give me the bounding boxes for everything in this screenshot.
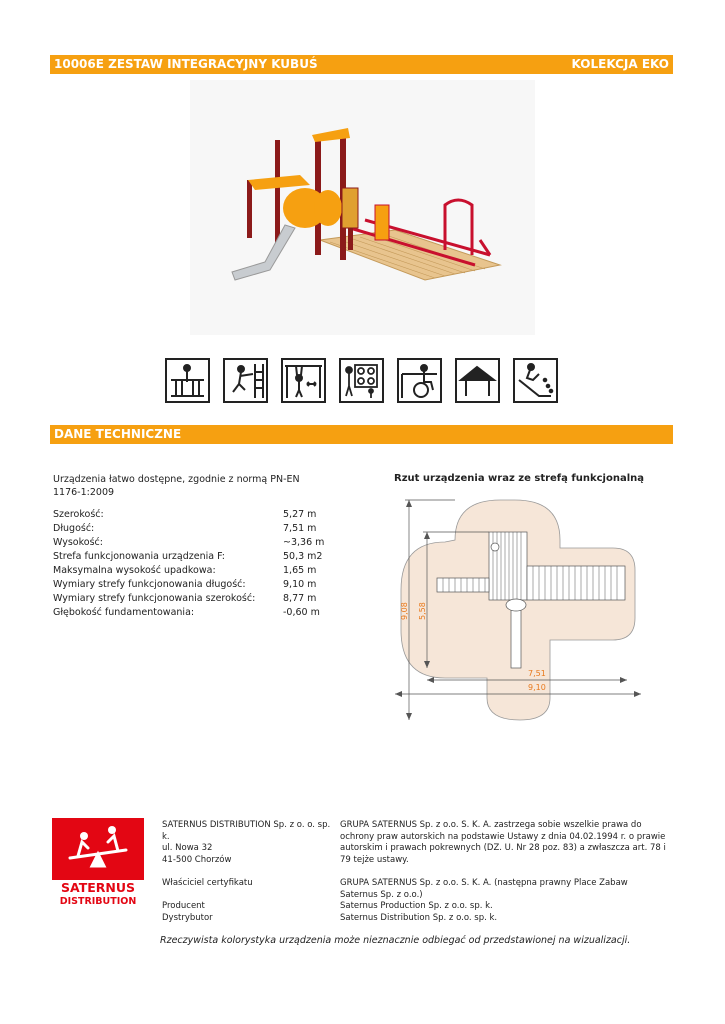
- spec-label: Strefa funkcjonowania urządzenia F:: [53, 551, 225, 562]
- spec-label: Wysokość:: [53, 537, 103, 548]
- spec-row: [53, 550, 353, 564]
- tech-data-title: DANE TECHNICZNE: [54, 427, 182, 441]
- roof-icon: [455, 358, 500, 403]
- color-disclaimer: Rzeczywista kolorystyka urządzenia może nieznacznie odbiegać od przedstawionej na wizualizacji.: [160, 935, 631, 946]
- spec-value: 8,77 m: [283, 593, 317, 604]
- company-address: [162, 820, 340, 866]
- owner-label: Właściciel certyfikatu: [162, 878, 253, 888]
- spec-row: [53, 578, 353, 592]
- spec-label: Szerokość:: [53, 509, 104, 520]
- producer-label: Producent: [162, 901, 205, 911]
- spec-value: 1,65 m: [283, 565, 317, 576]
- company-street: ul. Nowa 32: [162, 843, 213, 853]
- header-bar: [50, 55, 673, 74]
- logo-line2: DISTRIBUTION: [59, 896, 137, 906]
- producer-value: Saternus Production Sp. z o.o. sp. k.: [340, 901, 493, 911]
- play-panel-icon: [339, 358, 384, 403]
- copyright-note: GRUPA SATERNUS Sp. z o.o. S. K. A. zastrzega sobie wszelkie prawa do ochrony praw autorskich na podstawie Ustawy z dnia 04.02.1994 r. o prawie autorskim i prawach pokrewnych (DZ. U. Nr 28 poz. 83) a zwłaszcza art. 78 i 79 tejże ustawy.: [340, 820, 666, 865]
- spec-value: 7,51 m: [283, 523, 317, 534]
- dimension-908: 9,08: [400, 602, 409, 620]
- spec-value: ~3,36 m: [283, 537, 325, 548]
- distributor-label: Dystrybutor: [162, 913, 213, 923]
- collection-label: KOLEKCJA EKO: [571, 57, 669, 71]
- logo-line1: SATERNUS: [60, 880, 136, 895]
- dimension-751: 7,51: [528, 669, 546, 678]
- distributor-value: Saternus Distribution Sp. z o.o. sp. k.: [340, 913, 498, 923]
- spec-row: [53, 564, 353, 578]
- climbing-ladder-icon: [223, 358, 268, 403]
- dimension-910: 9,10: [528, 683, 546, 692]
- spec-value: -0,60 m: [283, 607, 320, 618]
- spec-row: [53, 522, 353, 536]
- spec-label: Maksymalna wysokość upadkowa:: [53, 565, 216, 576]
- saternus-logo: [52, 818, 144, 906]
- balcony-icon: [165, 358, 210, 403]
- spec-label: Wymiary strefy funkcjonowania długość:: [53, 579, 246, 590]
- spec-value: 9,10 m: [283, 579, 317, 590]
- spec-row: [53, 508, 353, 522]
- spec-label: Głębokość fundamentowania:: [53, 607, 195, 618]
- plan-drawing: [385, 490, 675, 725]
- product-illustration: [190, 80, 535, 335]
- spec-row: [53, 592, 353, 606]
- spec-row: [53, 606, 353, 620]
- spec-label: Długość:: [53, 523, 95, 534]
- horizontal-bars-icon: [281, 358, 326, 403]
- spec-value: 50,3 m2: [283, 551, 323, 562]
- slide-icon: [513, 358, 558, 403]
- product-title: 10006E ZESTAW INTEGRACYJNY KUBUŚ: [54, 57, 318, 71]
- spec-value: 5,27 m: [283, 509, 317, 520]
- company-name: SATERNUS DISTRIBUTION Sp. z o. o. sp. k.: [162, 820, 331, 842]
- company-city: 41-500 Chorzów: [162, 854, 232, 865]
- standard-note: Urządzenia łatwo dostępne, zgodnie z normą PN-EN 1176-1:2009: [53, 474, 300, 498]
- wheelchair-access-icon: [397, 358, 442, 403]
- dimension-558: 5,58: [418, 602, 427, 620]
- tech-data-bar: [50, 425, 673, 444]
- spec-list: [53, 508, 353, 620]
- spec-row: [53, 536, 353, 550]
- plan-title: Rzut urządzenia wraz ze strefą funkcjonalną: [394, 473, 645, 484]
- owner-value: GRUPA SATERNUS Sp. z o.o. S. K. A. (następna prawny Place Zabaw Saternus Sp. z o.o.): [340, 878, 628, 900]
- spec-label: Wymiary strefy funkcjonowania szerokość:: [53, 593, 256, 604]
